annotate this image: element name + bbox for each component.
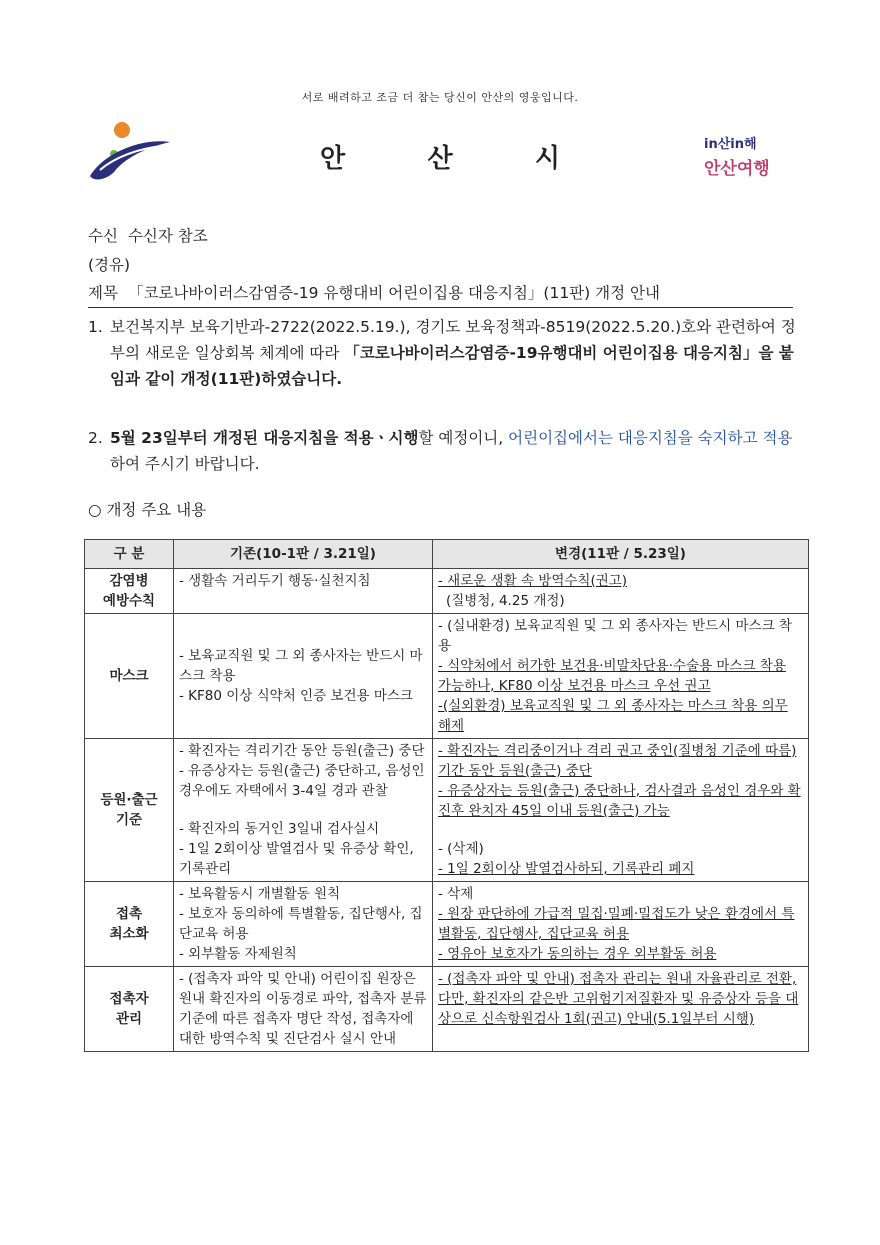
logo-text-top: in산in해 (704, 137, 757, 152)
logo-text-bottom: 안산여행 (704, 159, 770, 179)
header-old: 기존(10-1판 / 3.21일) (174, 540, 433, 569)
p2-blue-text: 어린이집에서는 대응지침을 숙지하고 적용 (508, 429, 793, 447)
new-cell (433, 967, 809, 1052)
table-row (85, 967, 809, 1052)
organization-title (320, 138, 560, 175)
old-item: - 1일 2회이상 발열검사 및 유증상 확인, 기록관리 (179, 841, 414, 877)
revision-table (84, 539, 809, 1052)
new-cell (433, 882, 809, 967)
subject-line (88, 281, 793, 308)
old-item: - 확진자는 격리기간 동안 등원(출근) 중단 (179, 743, 425, 759)
paragraph-2 (88, 425, 800, 477)
header-new: 변경(11판 / 5.23일) (433, 540, 809, 569)
p1-bold-text: 「코로나바이러스감염증-19유행대비 어린이집용 대응지침」을 붙임과 같이 개정(11판)하였습니다. (110, 344, 794, 388)
old-cell (174, 569, 433, 614)
ansan-city-logo (86, 120, 174, 184)
row-category: 등원·출근 기준 (85, 739, 174, 882)
new-item: - 원장 판단하에 가급적 밀집·밀폐·밀접도가 낮은 환경에서 특별활동, 집단행사, 집단교육 허용 (438, 906, 795, 942)
old-cell (174, 882, 433, 967)
new-item: -(실외환경) 보육교직원 및 그 외 종사자는 마스크 착용 의무 해제 (438, 698, 788, 734)
subject-label: 제목 (88, 284, 118, 302)
subject-value: 「코로나바이러스감염증-19 유행대비 어린이집용 대응지침」(11판) 개정 안내 (127, 284, 660, 302)
slogan: 서로 배려하고 조금 더 참는 당신이 안산의 영웅입니다. (301, 91, 579, 104)
new-item: - (삭제) (438, 841, 484, 857)
old-item: - (접촉자 파악 및 안내) 어린이집 원장은 원내 확진자의 이동경로 파악, 접촉자 분류기준에 따른 접촉자 명단 작성, 접촉자에 대한 방역수칙 및 진단검사 실시 안내 (179, 971, 427, 1047)
old-item: - 외부활동 자제원칙 (179, 946, 297, 962)
new-cell (433, 569, 809, 614)
p2-bold-text: 5월 23일부터 개정된 대응지침을 적용ㆍ시행 (110, 429, 419, 447)
recipient-value: 수신자 참조 (127, 227, 208, 245)
table-row (85, 739, 809, 882)
table-row (85, 569, 809, 614)
old-item: - 확진자의 동거인 3일내 검사실시 (179, 821, 380, 837)
table-header-row (85, 540, 809, 569)
table-row (85, 882, 809, 967)
org-char: 안 (320, 144, 346, 174)
new-item: - 새로운 생활 속 방역수칙(권고) (438, 573, 628, 589)
paragraph-number: 2. (88, 429, 103, 447)
recipient-label: 수신 (88, 227, 118, 245)
new-item: - 유증상자는 등원(출근) 중단하나, 검사결과 음성인 경우와 확진후 완치자 45일 이내 등원(출근) 가능 (438, 783, 801, 819)
row-category: 접촉 최소화 (85, 882, 174, 967)
new-item: - 1일 2회이상 발열검사하되, 기록관리 폐지 (438, 861, 695, 877)
old-item: - 보호자 동의하에 특별활동, 집단행사, 집단교육 허용 (179, 906, 423, 942)
new-item: (질병청, 4.25 개정) (446, 593, 565, 609)
header-category: 구 분 (85, 540, 174, 569)
old-cell (174, 614, 433, 739)
row-category: 마스크 (85, 614, 174, 739)
old-cell (174, 967, 433, 1052)
p1-text: 보건복지부 보육기반과-2722(2022.5.19.), 경기도 보육정책과-8519(2022.5.20.)호와 관련하여 정부의 새로운 일상회복 체계에 따라 (110, 318, 796, 362)
new-item: - 식약처에서 허가한 보건용·비말차단용·수술용 마스크 착용 가능하나, KF80 이상 보건용 마스크 우선 권고 (438, 658, 786, 694)
row-category: 감염병 예방수칙 (85, 569, 174, 614)
new-item: - 확진자는 격리중이거나 격리 권고 중인(질병청 기준에 따름) 기간 동안 등원(출근) 중단 (438, 743, 797, 779)
old-item: - 보육교직원 및 그 외 종사자는 반드시 마스크 착용 (179, 648, 423, 684)
via-line: (경유) (88, 256, 131, 274)
old-item: - 보육활동시 개별활동 원칙 (179, 886, 341, 902)
ansan-travel-logo (704, 133, 796, 179)
old-item: - KF80 이상 식약처 인증 보건용 마스크 (179, 688, 413, 704)
row-category: 접촉자 관리 (85, 967, 174, 1052)
paragraph-1 (88, 314, 800, 392)
p2-text: 할 예정이니, (418, 429, 509, 447)
new-item: - (접촉자 파악 및 안내) 접촉자 관리는 원내 자율관리로 전환,다만, 확진자의 같은반 고위험기저질환자 및 유증상자 등을 대상으로 신속항원검사 1회(권고) 안내(5.1일부터 시행) (438, 971, 799, 1027)
new-cell (433, 614, 809, 739)
paragraph-number: 1. (88, 318, 103, 336)
old-item: - 유증상자는 등원(출근) 중단하고, 음성인 경우에도 자택에서 3-4일 경과 관찰 (179, 763, 425, 799)
table-row (85, 614, 809, 739)
new-item: - 영유아 보호자가 동의하는 경우 외부활동 허용 (438, 946, 717, 962)
old-item: - 생활속 거리두기 행동·실천지침 (179, 573, 371, 589)
old-cell (174, 739, 433, 882)
org-char: 산 (427, 144, 453, 174)
new-item: - 삭제 (438, 886, 474, 902)
new-cell (433, 739, 809, 882)
recipient-line (88, 224, 208, 246)
new-item: - (실내환경) 보육교직원 및 그 외 종사자는 반드시 마스크 착용 (438, 618, 792, 654)
org-char: 시 (534, 144, 560, 174)
p2-text-end: 하여 주시기 바랍니다. (110, 455, 260, 473)
section-title: ○ 개정 주요 내용 (88, 501, 207, 519)
